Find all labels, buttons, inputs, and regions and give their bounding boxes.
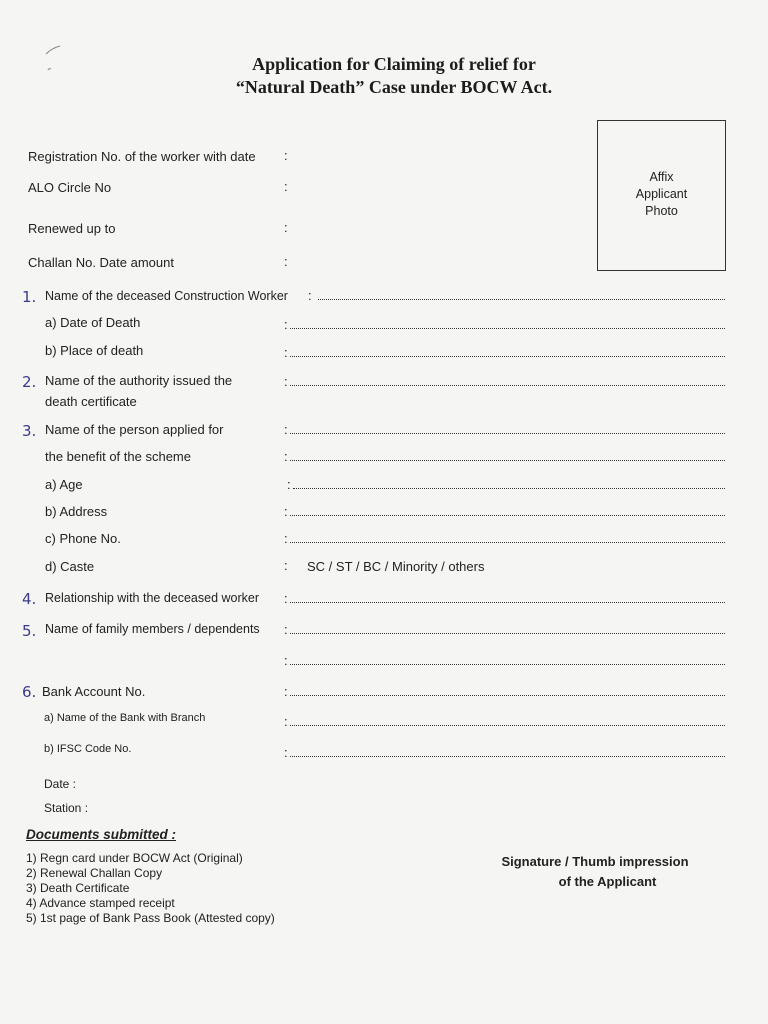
document-item: 1) Regn card under BOCW Act (Original) xyxy=(26,851,243,865)
ifsc-field[interactable] xyxy=(290,755,725,757)
photo-box-label-photo: Photo xyxy=(645,204,678,218)
document-item: 4) Advance stamped receipt xyxy=(26,896,175,910)
phone-colon: : xyxy=(284,531,288,546)
bank-name-label: a) Name of the Bank with Branch xyxy=(44,712,206,724)
bank-account-colon: : xyxy=(284,684,288,699)
documents-submitted-title: Documents submitted : xyxy=(26,827,177,842)
bank-account-field[interactable] xyxy=(290,694,725,696)
age-colon: : xyxy=(287,477,291,492)
applicant-label-line1: Name of the person applied for xyxy=(45,422,224,437)
authority-label-line1: Name of the authority issued the xyxy=(45,373,233,388)
relationship-colon: : xyxy=(284,591,288,606)
form-title-line1: Application for Claiming of relief for xyxy=(252,54,536,74)
renewed-colon: : xyxy=(284,220,288,235)
phone-field[interactable] xyxy=(290,541,725,543)
document-item: 2) Renewal Challan Copy xyxy=(26,866,163,880)
relationship-field[interactable] xyxy=(290,601,725,603)
age-field[interactable] xyxy=(293,487,725,489)
form-title-line2: “Natural Death” Case under BOCW Act. xyxy=(235,77,553,97)
item-number-2: 2. xyxy=(22,373,37,391)
bank-account-label: Bank Account No. xyxy=(42,684,146,699)
item-number-5: 5. xyxy=(22,622,37,640)
applicant-colon-2: : xyxy=(284,449,288,464)
authority-label-line2: death certificate xyxy=(45,394,137,409)
phone-label: c) Phone No. xyxy=(45,531,121,546)
item-number-6: 6. xyxy=(22,683,37,701)
registration-colon: : xyxy=(284,148,288,163)
alo-circle-label: ALO Circle No xyxy=(28,180,112,195)
signature-label-line2: of the Applicant xyxy=(558,874,657,889)
photo-box-label-affix: Affix xyxy=(649,170,674,184)
applicant-colon-1: : xyxy=(284,422,288,437)
caste-options[interactable]: SC / ST / BC / Minority / others xyxy=(307,559,485,574)
address-colon: : xyxy=(284,504,288,519)
ifsc-label: b) IFSC Code No. xyxy=(44,743,132,755)
deceased-name-colon: : xyxy=(308,288,312,303)
place-of-death-label: b) Place of death xyxy=(45,343,144,358)
address-label: b) Address xyxy=(45,504,108,519)
bank-name-field[interactable] xyxy=(290,724,725,726)
applicant-label-line2: the benefit of the scheme xyxy=(45,449,191,464)
photo-box xyxy=(597,120,726,271)
family-colon-2: : xyxy=(284,653,288,668)
document-item: 5) 1st page of Bank Pass Book (Attested copy) xyxy=(26,911,275,925)
authority-field[interactable] xyxy=(290,384,725,386)
address-field[interactable] xyxy=(290,514,725,516)
ifsc-colon: : xyxy=(284,745,288,760)
deceased-name-label: Name of the deceased Construction Worker xyxy=(45,289,288,303)
bank-name-colon: : xyxy=(284,714,288,729)
caste-colon: : xyxy=(284,558,288,573)
relationship-label: Relationship with the deceased worker xyxy=(45,591,260,605)
place-of-death-colon: : xyxy=(284,345,288,360)
family-field-1[interactable] xyxy=(290,632,725,634)
signature-label-line1: Signature / Thumb impression xyxy=(501,854,689,869)
alo-circle-colon: : xyxy=(284,179,288,194)
deceased-name-field[interactable] xyxy=(318,298,725,300)
item-number-4: 4. xyxy=(22,590,37,608)
age-label: a) Age xyxy=(45,477,83,492)
registration-label: Registration No. of the worker with date xyxy=(28,149,256,164)
renewed-label: Renewed up to xyxy=(28,221,116,236)
challan-label: Challan No. Date amount xyxy=(28,255,174,270)
date-label: Date : xyxy=(44,777,77,791)
applicant-field-1[interactable] xyxy=(290,432,725,434)
photo-box-label-applicant: Applicant xyxy=(635,187,688,201)
family-field-2[interactable] xyxy=(290,663,725,665)
family-label: Name of family members / dependents xyxy=(45,622,260,636)
document-item: 3) Death Certificate xyxy=(26,881,130,895)
date-of-death-label: a) Date of Death xyxy=(45,315,141,330)
date-of-death-colon: : xyxy=(284,317,288,332)
date-of-death-field[interactable] xyxy=(290,327,725,329)
caste-label: d) Caste xyxy=(45,559,95,574)
station-label: Station : xyxy=(44,801,89,815)
place-of-death-field[interactable] xyxy=(290,355,725,357)
family-colon-1: : xyxy=(284,622,288,637)
challan-colon: : xyxy=(284,254,288,269)
item-number-3: 3. xyxy=(22,422,37,440)
applicant-field-2[interactable] xyxy=(290,459,725,461)
item-number-1: 1. xyxy=(22,288,37,306)
authority-colon: : xyxy=(284,374,288,389)
